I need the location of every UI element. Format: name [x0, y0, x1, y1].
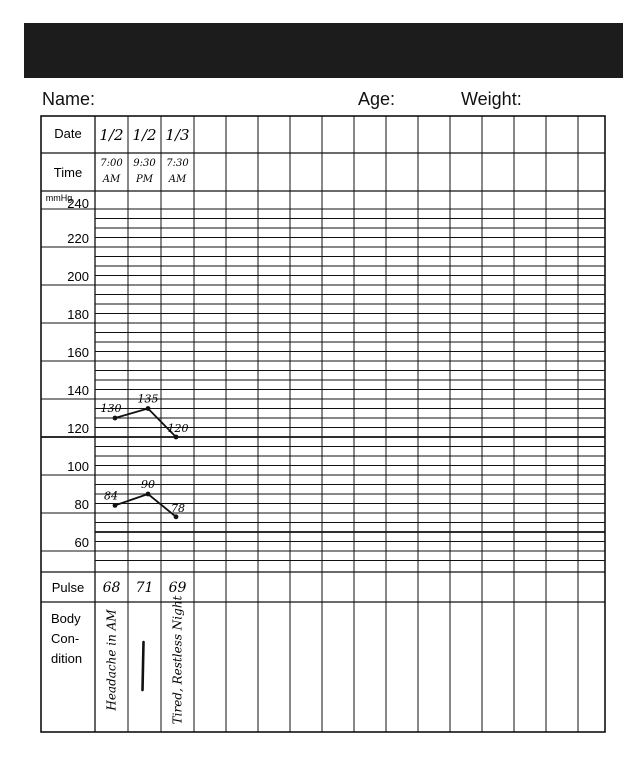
y-tick-label: 80 — [74, 497, 89, 512]
entry-date: 1/3 — [165, 126, 190, 144]
body-condition-label: Con- — [51, 631, 80, 646]
entry-time-period: AM — [168, 174, 187, 185]
entry-time: 7:30 — [166, 158, 189, 169]
diastolic-data-label: 78 — [171, 501, 185, 515]
entry-pulse: 68 — [102, 580, 121, 596]
systolic-data-label: 130 — [100, 402, 122, 415]
chart-frame — [41, 116, 605, 732]
y-tick-label: 100 — [67, 459, 89, 474]
entry-condition: Tired, Restless Night — [170, 595, 185, 725]
age-label: Age: — [358, 89, 396, 109]
systolic-point — [174, 435, 179, 440]
entry-time: 9:30 — [133, 158, 156, 169]
time-row-label: Time — [53, 165, 83, 180]
y-tick-label: 240 — [67, 196, 89, 211]
entry-condition: Headache in AM — [104, 609, 119, 711]
y-tick-label: 160 — [67, 345, 89, 360]
diastolic-data-label: 84 — [104, 489, 118, 503]
entry-time: 7:00 — [100, 158, 123, 169]
pulse-row-label: Pulse — [51, 580, 85, 595]
body-condition-label: dition — [51, 651, 83, 666]
entry-date: 1/2 — [132, 126, 157, 144]
y-tick-label: 140 — [67, 383, 89, 398]
entry-time-period: AM — [102, 174, 121, 185]
diastolic-point — [146, 492, 151, 497]
diastolic-point — [113, 503, 118, 508]
systolic-point — [146, 406, 151, 411]
body-condition-label: Body — [51, 611, 81, 626]
entry-pulse: 71 — [135, 580, 154, 596]
systolic-data-label: 135 — [137, 392, 159, 406]
y-tick-label: 60 — [74, 535, 89, 550]
y-tick-label: 180 — [67, 307, 89, 322]
diastolic-point — [174, 514, 179, 519]
y-tick-label: 220 — [67, 231, 89, 246]
entry-time-period: PM — [136, 174, 153, 185]
systolic-data-label: 120 — [167, 422, 189, 435]
weight-label: Weight: — [461, 89, 522, 109]
systolic-point — [113, 416, 118, 421]
y-tick-label: 120 — [67, 421, 89, 436]
ditto-mark — [143, 642, 144, 690]
unit-label: mmHg — [45, 193, 73, 203]
name-label: Name: — [42, 89, 96, 109]
entry-pulse: 69 — [168, 580, 187, 596]
date-row-label: Date — [54, 126, 82, 141]
diastolic-data-label: 90 — [141, 478, 155, 491]
y-tick-label: 200 — [67, 269, 89, 284]
entry-date: 1/2 — [99, 126, 124, 144]
